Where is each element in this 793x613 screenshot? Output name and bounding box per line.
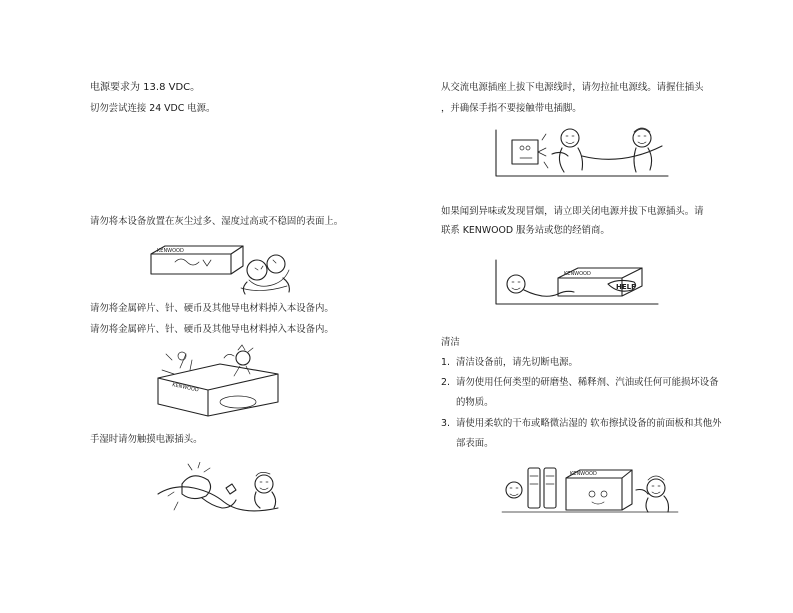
svg-text:KENWOOD: KENWOOD [570,471,597,477]
wet-hands-illustration [152,462,290,524]
no-24v-warning: 切勿尝试连接 24 VDC 电源。 [90,103,216,114]
unplug-instruction-line1: 从交流电源插座上拔下电源线时，请勿拉扯电源线。请握住插头 [441,82,704,93]
cleaning-item-3-cont: 部表面。 [456,438,494,449]
svg-text:KENWOOD: KENWOOD [157,248,184,254]
cleaning-item-2-cont: 的物质。 [456,397,494,408]
cleaning-illustration [500,460,680,518]
help-text: HELP [616,283,637,291]
cleaning-item-2-num: 2. [441,377,450,388]
no-metal-warning-repeat: 请勿将金属碎片、针、硬币及其他导电材料掉入本设备内。 [90,324,334,335]
power-requirement-text: 电源要求为 13.8 VDC。 [90,82,201,93]
smoke-help-illustration [492,258,662,308]
svg-text:KENWOOD: KENWOOD [564,271,591,277]
metal-objects-illustration [150,344,285,420]
unplug-illustration [492,126,672,178]
cleaning-heading: 清洁 [441,337,460,348]
smoke-instruction-line2: 联系 KENWOOD 服务站或您的经销商。 [441,225,610,236]
svg-text:KENWOOD: KENWOOD [171,382,200,394]
cleaning-item-1-num: 1. [441,357,450,368]
cleaning-item-1-text: 清洁设备前，请先切断电源。 [456,357,578,368]
no-dust-warning: 请勿将本设备放置在灰尘过多、湿度过高或不稳固的表面上。 [90,216,344,227]
cleaning-item-3-text: 请使用柔软的干布或略微沾湿的 软布擦拭设备的前面板和其他外 [456,418,722,429]
no-metal-warning: 请勿将金属碎片、针、硬币及其他导电材料掉入本设备内。 [90,303,334,314]
cleaning-item-2-text: 请勿使用任何类型的研磨垫、稀释剂、汽油或任何可能损坏设备 [456,377,719,388]
smoke-instruction-line1: 如果闻到异味或发现冒烟，请立即关闭电源并拔下电源插头。请 [441,206,704,217]
dusty-surface-illustration [145,240,295,296]
wet-hands-warning: 手湿时请勿触摸电源插头。 [90,434,203,445]
unplug-instruction-line2: ，并确保手指不要接触带电插脚。 [441,103,582,114]
cleaning-item-3-num: 3. [441,418,450,429]
